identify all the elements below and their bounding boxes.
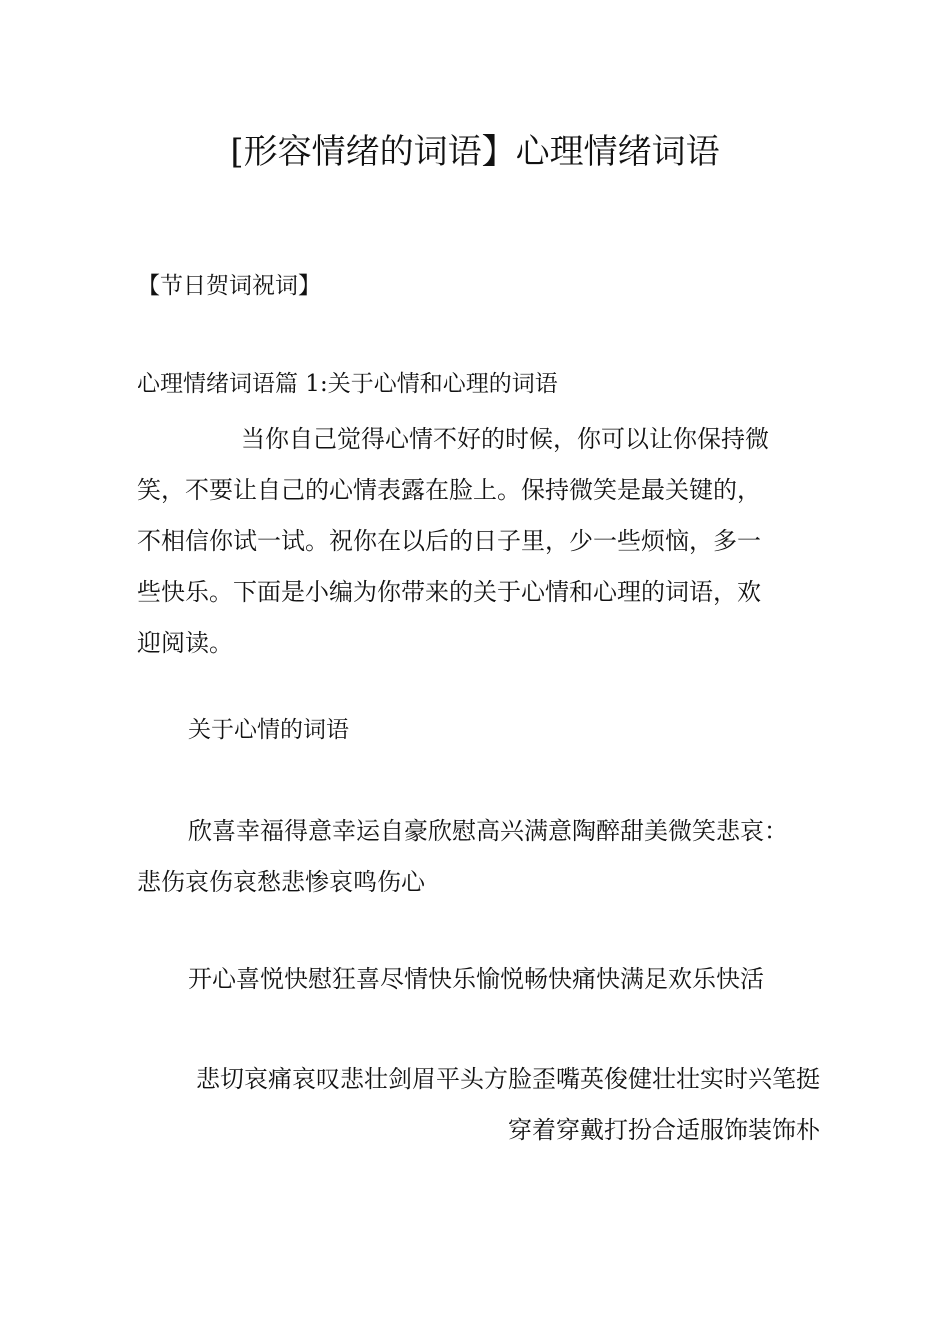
article-subtitle: 心理情绪词语篇 1:关于心情和心理的词语 (137, 371, 558, 397)
word-list-line: 悲切哀痛哀叹悲壮剑眉平头方脸歪嘴英俊健壮壮实时兴笔挺 (196, 1065, 820, 1093)
word-list-line: 悲伤哀伤哀愁悲惨哀鸣伤心 (137, 868, 425, 896)
intro-line: 不相信你试一试。祝你在以后的日子里，少一些烦恼，多一 (137, 527, 761, 555)
section-heading: 关于心情的词语 (188, 717, 349, 743)
intro-line: 迎阅读。 (137, 629, 233, 657)
intro-line: 笑，不要让自己的心情表露在脸上。保持微笑是最关键的， (137, 476, 761, 504)
intro-paragraph (137, 414, 803, 669)
word-list-line: 穿着穿戴打扮合适服饰装饰朴 (508, 1116, 820, 1144)
intro-line: 当你自己觉得心情不好的时候，你可以让你保持微 (241, 425, 769, 453)
word-list-paragraph: 开心喜悦快慰狂喜尽情快乐愉悦畅快痛快满足欢乐快活 (188, 965, 764, 993)
document-title: [形容情绪的词语】心理情绪词语 (230, 132, 720, 172)
word-list-paragraph (137, 1054, 820, 1156)
word-list-line: 欣喜幸福得意幸运自豪欣慰高兴满意陶醉甜美微笑悲哀： (188, 817, 788, 845)
word-list-paragraph (137, 806, 788, 908)
section-tag: 【节日贺词祝词】 (137, 273, 321, 299)
intro-line: 些快乐。下面是小编为你带来的关于心情和心理的词语，欢 (137, 578, 761, 606)
